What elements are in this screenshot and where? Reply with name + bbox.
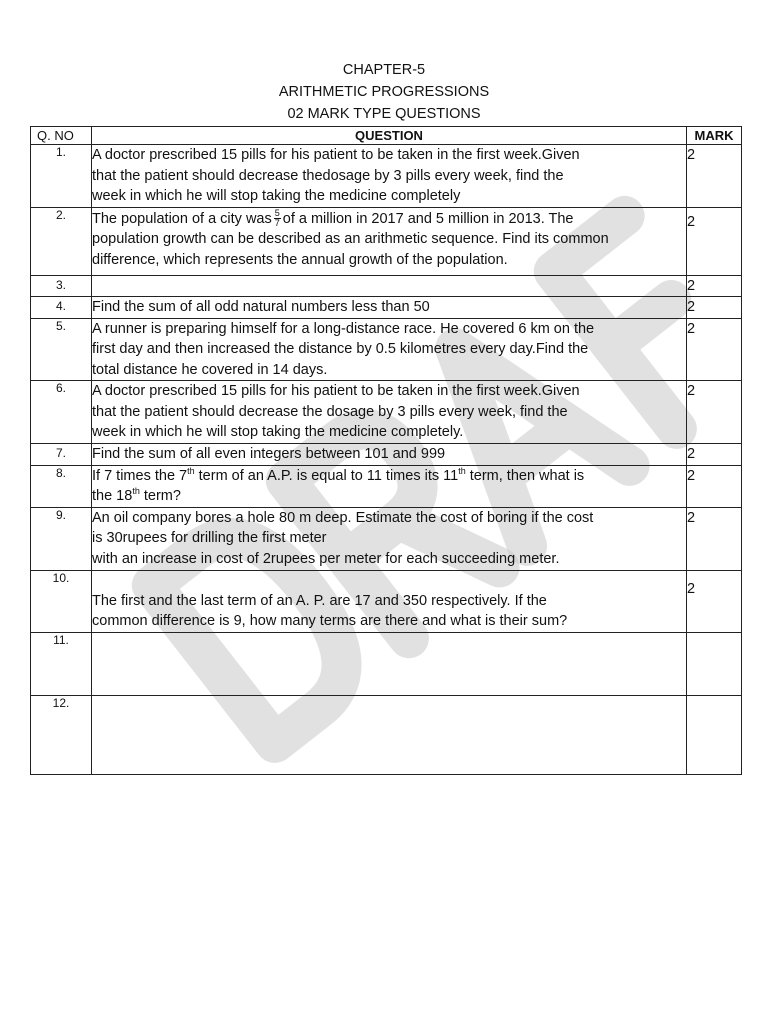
- header-question: QUESTION: [92, 127, 687, 145]
- text-span: The population of a city was: [92, 210, 272, 227]
- question-number: 8.: [31, 465, 92, 507]
- question-line: population growth can be described as an arithmetic sequence. Find its common: [92, 231, 609, 247]
- table-row: [31, 507, 742, 570]
- question-line: with an increase in cost of 2rupees per meter for each succeeding meter.: [92, 550, 560, 567]
- question-mark: 2: [687, 507, 742, 570]
- table-row: [31, 207, 742, 275]
- text-span: the 18: [92, 488, 133, 504]
- topic-heading: ARITHMETIC PROGRESSIONS: [278, 84, 490, 100]
- table-row: [31, 444, 742, 466]
- question-text: [92, 275, 687, 297]
- question-line: is 30rupees for drilling the first meter: [92, 530, 327, 546]
- table-row: [31, 297, 742, 319]
- table-row: [31, 145, 742, 208]
- chapter-heading: CHAPTER-5: [342, 62, 426, 78]
- question-text: [92, 297, 687, 319]
- table-row: [31, 570, 742, 632]
- question-line: A doctor prescribed 15 pills for his patient to be taken in the first week.Given: [92, 383, 580, 399]
- superscript: th: [132, 486, 140, 496]
- question-line: first day and then increased the distance by 0.5 kilometres every day.Find the: [92, 341, 589, 357]
- question-mark: 2: [687, 570, 742, 632]
- superscript: th: [187, 465, 195, 476]
- question-line: An oil company bores a hole 80 m deep. Estimate the cost of boring if the cost: [92, 509, 594, 526]
- question-mark: [687, 695, 742, 774]
- text-span: term?: [139, 488, 181, 504]
- question-number: 4.: [31, 297, 92, 319]
- table-row: [31, 318, 742, 381]
- question-text: [92, 318, 687, 381]
- question-line: that the patient should decrease thedosage by 3 pills every week, find the: [92, 167, 564, 184]
- question-line: week in which he will stop taking the medicine completely.: [92, 424, 464, 440]
- question-mark: 2: [687, 444, 742, 466]
- question-text: [92, 207, 687, 275]
- question-text: [92, 507, 687, 570]
- question-number: 6.: [31, 381, 92, 444]
- question-number: 5.: [31, 318, 92, 381]
- text-span: term, then what is: [465, 467, 585, 484]
- questions-table: [30, 126, 742, 775]
- fraction-numerator: 5: [274, 208, 280, 219]
- header-mark: MARK: [687, 127, 742, 145]
- question-text: [92, 145, 687, 208]
- question-line: Find the sum of all even integers between 101 and 999: [92, 446, 446, 462]
- question-mark: 2: [687, 145, 742, 208]
- fraction-denominator: 7: [274, 218, 280, 229]
- text-span: term of an A.P. is equal to 11 times its 11: [194, 467, 459, 484]
- question-line: that the patient should decrease the dosage by 3 pills every week, find the: [92, 403, 568, 420]
- question-text: [92, 465, 687, 507]
- text-span: If 7 times the 7: [92, 467, 188, 484]
- question-text: [92, 570, 687, 632]
- table-row: [31, 381, 742, 444]
- question-line: difference, which represents the annual growth of the population.: [92, 251, 508, 268]
- question-mark: 2: [687, 297, 742, 319]
- text-span: of a million in 2017 and 5 million in 2013. The: [282, 210, 574, 227]
- question-line: total distance he covered in 14 days.: [92, 361, 328, 378]
- question-text: [92, 381, 687, 444]
- question-mark: 2: [687, 275, 742, 297]
- question-line: The first and the last term of an A. P. are 17 and 350 respectively. If the: [92, 592, 547, 609]
- question-mark: 2: [687, 318, 742, 381]
- question-type-heading: 02 MARK TYPE QUESTIONS: [287, 106, 481, 122]
- question-mark: 2: [687, 381, 742, 444]
- question-line: week in which he will stop taking the medicine completely: [92, 188, 461, 204]
- question-text: [92, 444, 687, 466]
- question-number: 2.: [31, 207, 92, 275]
- question-line: A runner is preparing himself for a long-distance race. He covered 6 km on the: [92, 320, 595, 337]
- table-row: [31, 275, 742, 297]
- question-mark: 2: [687, 207, 742, 275]
- question-number: 1.: [31, 145, 92, 208]
- question-number: 10.: [31, 570, 92, 632]
- table-row: [31, 465, 742, 507]
- question-number: 9.: [31, 507, 92, 570]
- question-number: 3.: [31, 275, 92, 297]
- question-number: 7.: [31, 444, 92, 466]
- question-line: Find the sum of all odd natural numbers less than 50: [92, 299, 430, 315]
- question-line: common difference is 9, how many terms are there and what is their sum?: [92, 613, 568, 629]
- question-text: [92, 632, 687, 695]
- header-qno: Q. NO: [31, 127, 92, 145]
- table-row: [31, 632, 742, 695]
- fraction: [274, 209, 281, 228]
- question-number: 12.: [31, 695, 92, 774]
- table-row: [31, 695, 742, 774]
- question-mark: [687, 632, 742, 695]
- question-line: [92, 208, 686, 230]
- superscript: th: [458, 465, 466, 476]
- question-line: A doctor prescribed 15 pills for his patient to be taken in the first week.Given: [92, 147, 580, 163]
- question-line: [92, 466, 686, 487]
- question-mark: 2: [687, 465, 742, 507]
- question-text: [92, 695, 687, 774]
- table-header-row: [31, 127, 742, 145]
- question-number: 11.: [31, 632, 92, 695]
- question-line: [92, 486, 686, 507]
